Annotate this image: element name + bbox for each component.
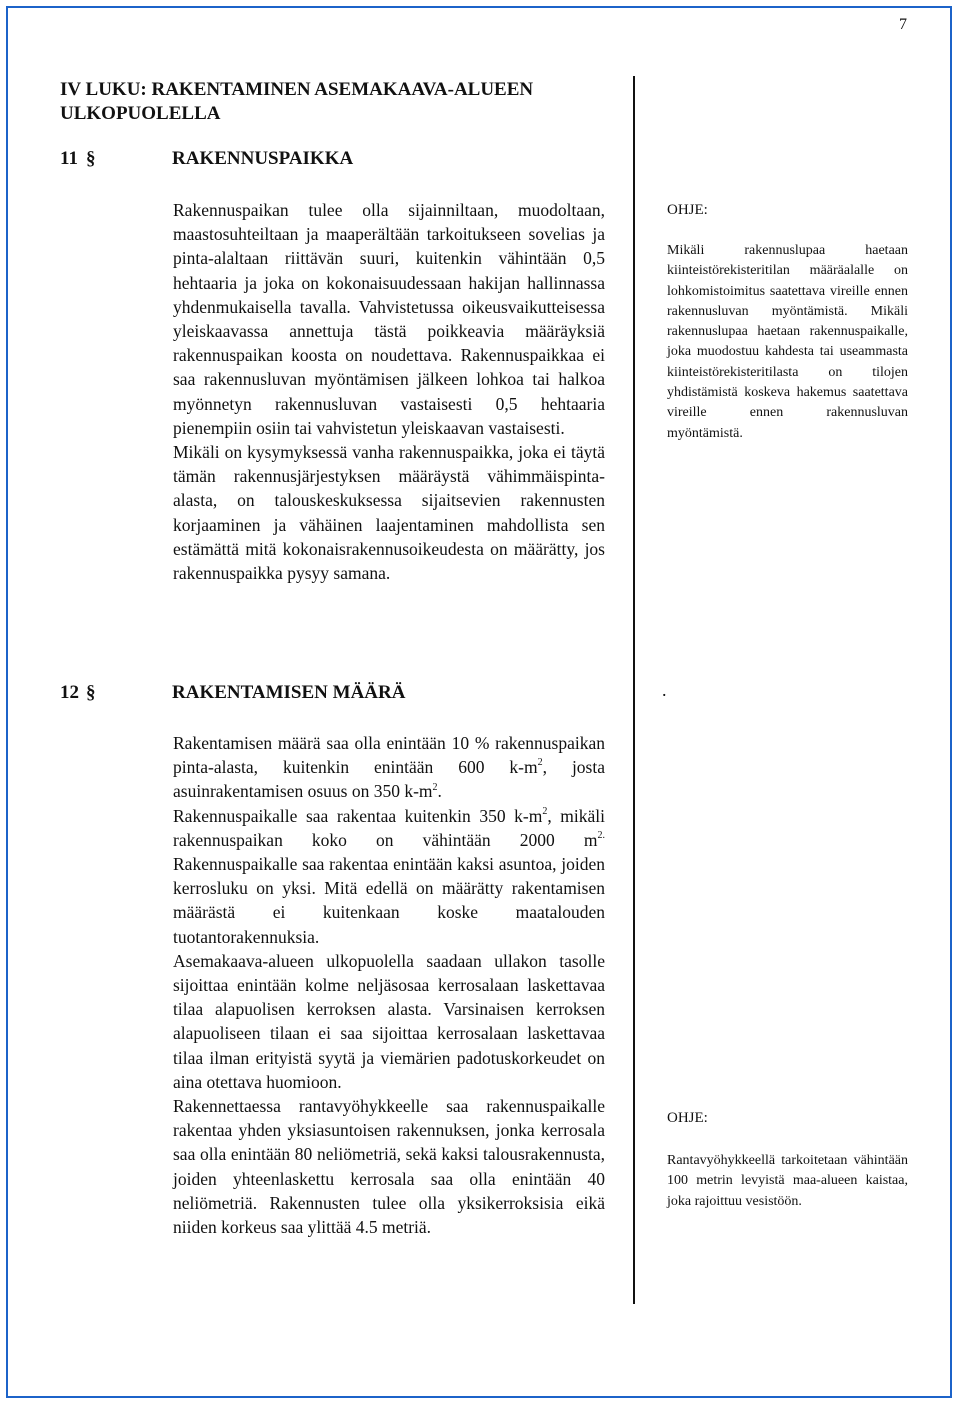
section-12-body bbox=[173, 731, 605, 1239]
paragraph: Mikäli on kysymyksessä vanha rakennuspaikka, joka ei täytä tämän rakennusjärjestyksen määräystä vähimmäispinta-alasta, on talouskeskuksessa sijaitsevien rakennusten korjaaminen ja vähäinen laajentaminen mahdollista sen estämättä mitä kokonaisrakennusoikeudesta on määrätty, jos rakennuspaikka pysyy samana. bbox=[173, 442, 605, 584]
paragraph: Rakentamisen määrä saa olla enintään 10 % rakennuspaikan pinta-alasta, kuitenkin enintään 600 $k-m^2$, josta asuinrakentamisen osuus on 350 $k-m^2$. bbox=[173, 733, 605, 802]
guidance-label: OHJE: bbox=[667, 1110, 708, 1126]
section-11-body bbox=[173, 198, 605, 585]
chapter-heading bbox=[60, 78, 533, 126]
section-symbol: § bbox=[86, 148, 96, 169]
section-symbol: § bbox=[86, 682, 96, 703]
section-12-heading bbox=[60, 682, 405, 704]
section-title: RAKENTAMISEN MÄÄRÄ bbox=[172, 682, 406, 703]
section-number: 11 bbox=[60, 148, 78, 169]
guidance-text: Mikäli rakennuslupaa haetaan kiinteistörekisteritilan määräalalle on lohkomistoimitus saatettava vireille ennen rakennusluvan myöntämistä. Mikäli rakennuslupaa haetaan rakennuspaikalle, joka muodostuu kahdesta tai useammasta kiinteistörekisteritilasta on tilojen yhdistämistä koskeva hakemus saatettava vireille ennen rakennusluvan myöntämistä. bbox=[667, 243, 908, 441]
stray-mark: . bbox=[662, 680, 667, 700]
paragraph: Rakennuspaikan tulee olla sijainniltaan, muodoltaan, maastosuhteiltaan ja maaperältään tarkoitukseen sovelias ja pinta-alaltaan riittävän suuri, kuitenkin vähintään 0,5 hehtaaria ja joka on kokonaisuudessaan hakijan hallinnassa yhdenmukaisella tavalla. Vahvistetussa oikeusvaikutteisessa yleiskaavassa annettuja tästä poikkeavia määräyksiä rakennuspaikan koosta on noudettava. Rakennuspaikkaa ei saa rakennusluvan myöntämisen jälkeen lohkoa tai halkoa myönnetyn rakennusluvan vastaisesti 0,5 hehtaaria pienempiin osiin tai vahvistetun yleiskaavan vastaisesti. bbox=[173, 200, 605, 438]
section-title: RAKENNUSPAIKKA bbox=[172, 148, 354, 169]
chapter-heading-line1: IV LUKU: RAKENTAMINEN ASEMAKAAVA-ALUEEN bbox=[60, 79, 534, 100]
chapter-heading-line2: ULKOPUOLELLA bbox=[60, 103, 221, 124]
paragraph: Asemakaava-alueen ulkopuolella saadaan ullakon tasolle sijoittaa enintään kolme neljäsosaa kerrosalaan laskettavaa tilaa alapuolisen kerroksen alasta. Varsinaisen kerroksen alapuoliseen tilaan ei saa sijoittaa kerrosalaan laskettavaa tilaa ilman erityistä syytä ja viemärien padotuskorkeudet on aina otettava huomioon. bbox=[173, 950, 605, 1092]
guidance-text: Rantavyöhykkeellä tarkoitetaan vähintään 100 metrin levyistä maa-alueen kaistaa, joka rajoittuu vesistöön. bbox=[667, 1153, 908, 1209]
paragraph: Rakennuspaikalle saa rakentaa kuitenkin 350 $k-m^2$, mikäli rakennuspaikan koko on vähintään 2000 $m^{2.}$ Rakennuspaikalle saa rakentaa enintään kaksi asuntoa, joiden kerrosluku on yksi. Mitä edellä on määrätty rakentamisen määrästä ei kuitenkaan koske maatalouden tuotantorakennuksia. bbox=[173, 805, 605, 947]
paragraph: Rakennettaessa rantavyöhykkeelle saa rakennuspaikalle rakentaa yhden yksiasuntoisen rakennuksen, jonka kerrosala saa olla enintään 80 neliömetriä, sekä kaksi talousrakennusta, joiden yhteenlaskettu kerrosala saa olla enintään 40 neliömetriä. Rakennusten tulee olla yksikerroksisia eikä niiden korkeus saa ylittää 4.5 metriä. bbox=[173, 1096, 605, 1238]
section-number: 12 bbox=[60, 682, 79, 703]
section-11-heading bbox=[60, 148, 353, 170]
page-number: 7 bbox=[899, 16, 907, 33]
guidance-label: OHJE: bbox=[667, 202, 708, 218]
column-divider bbox=[633, 76, 635, 1304]
